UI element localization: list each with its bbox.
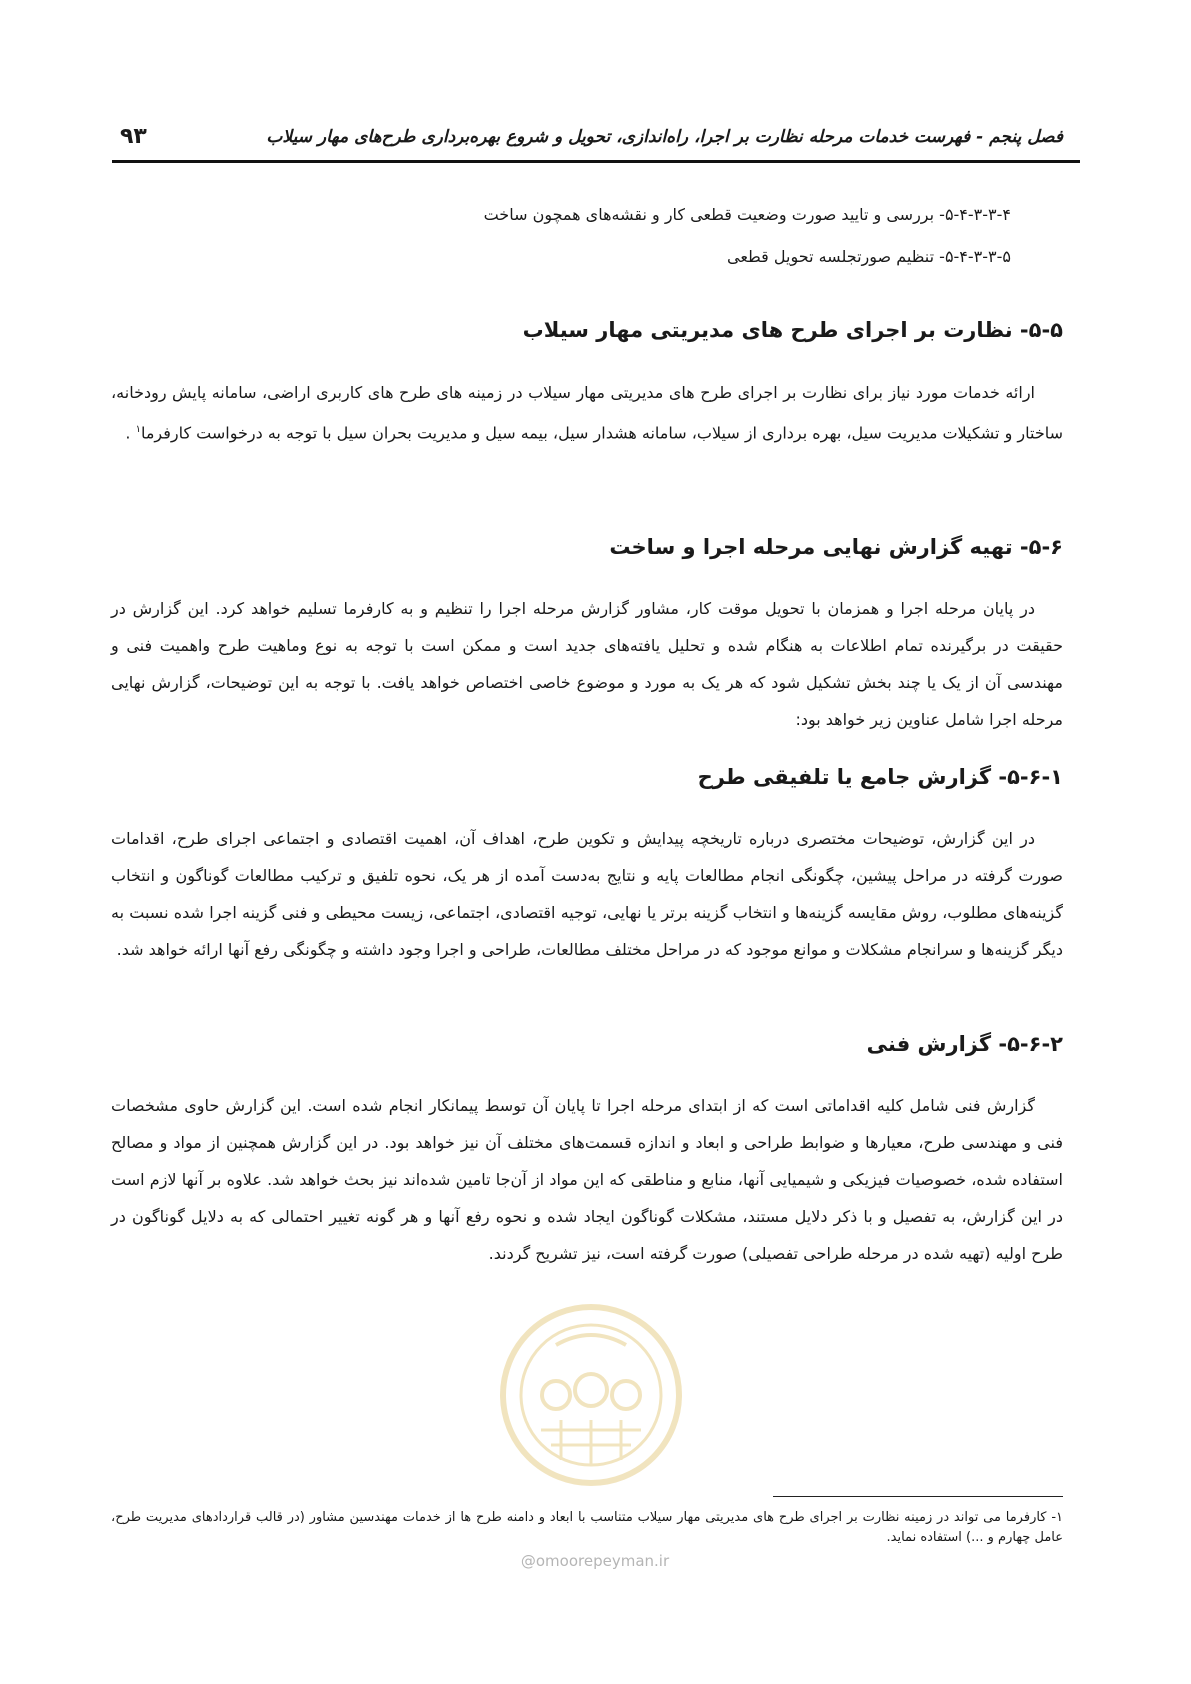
section-heading-5-6-2: ۵-۶-۲- گزارش فنی (866, 1032, 1063, 1056)
section-text-5-6-1: در این گزارش، توضیحات مختصری درباره تاریخچه پیدایش و تکوین طرح، اهداف آن، اهمیت اقتصادی و اجتماعی اجرای طرح، اقدامات صورت گرفته در مراحل پیشین، چگونگی انجام مطالعات پایه و نتایج به‌دست آمده از هر یک، نحوه تلفیق و ترکیب مطالعات گوناگون و انتخاب گزینه‌های مطلوب، روش مقایسه گزینه‌ها و انتخاب گزینه برتر یا نهایی، توجیه اقتصادی، اجتماعی، زیست محیطی و فنی گزینه اجرا شده نسبت به دیگر گزینه‌ها و سرانجام مشکلات و موانع موجود که در مراحل مختلف مطالعات، طراحی و اجرا وجود داشته و چگونگی رفع آنها ارائه خواهد شد. (111, 829, 1063, 959)
running-header-title: فصل پنجم - فهرست خدمات مرحله نظارت بر اجرا، راه‌اندازی، تحویل و شروع بهره‌برداری طرح‌های مهار سیلاب (266, 127, 1063, 147)
sub-item-5-4-3-3-5: ۵-۴-۳-۳-۵- تنظیم صورتجلسه تحویل قطعی (726, 247, 1011, 266)
section-text-5-5-body: ارائه خدمات مورد نیاز برای نظارت بر اجرای طرح های مدیریتی مهار سیلاب در زمینه های طرح های کاربری اراضی، سامانه پایش رودخانه، ساختار و تشکیلات مدیریت سیل، بهره برداری از سیلاب، سامانه هشدار سیل، بیمه سیل و مدیریت بحران سیل با توجه به درخواست کارفرما (111, 383, 1063, 443)
section-heading-5-5: ۵-۵- نظارت بر اجرای طرح های مدیریتی مهار سیلاب (522, 318, 1063, 342)
header-rule (112, 160, 1080, 163)
sub-item-5-4-3-3-4: ۵-۴-۳-۳-۴- بررسی و تایید صورت وضعیت قطعی کار و نقشه‌های همچون ساخت (483, 205, 1011, 224)
section-text-5-5 (111, 374, 1063, 451)
section-text-5-5-end: . (125, 423, 136, 443)
footnote-marker: ۱ (135, 424, 141, 435)
watermark-text: @omoorepeyman.ir (520, 1552, 670, 1570)
page-number: ۹۳ (120, 124, 147, 149)
footnote: ۱- کارفرما می تواند در زمینه نظارت بر اجرای طرح های مدیریتی مهار سیلاب متناسب با ابعاد و دامنه طرح ها از خدمات مهندسین مشاور (در قالب قراردادهای مدیریت طرح، عامل چهارم و ...) استفاده نماید. (111, 1510, 1063, 1545)
section-text-5-6: در پایان مرحله اجرا و همزمان با تحویل موقت کار، مشاور گزارش مرحله اجرا را تنظیم و به کارفرما تسلیم خواهد کرد. این گزارش در حقیقت در برگیرنده تمام اطلاعات به هنگام شده و تحلیل یافته‌های جدید است و ممکن است با توجه به نوع وماهیت طرح واهمیت فنی و مهندسی آن از یک یا چند بخش تشکیل شود که هر یک به مورد و موضوع خاصی اختصاص خواهد یافت. با توجه به این توضیحات، گزارش نهایی مرحله اجرا شامل عناوین زیر خواهد بود: (111, 599, 1063, 729)
footnote-rule (773, 1496, 1063, 1497)
section-text-5-6-2: گزارش فنی شامل کلیه اقداماتی است که از ابتدای مرحله اجرا تا پایان آن توسط پیمانکار انجام شده است. این گزارش حاوی مشخصات فنی و مهندسی طرح، معیارها و ضوابط طراحی و ابعاد و اندازه قسمت‌های مختلف آن نیز خواهد بود. در این گزارش همچنین از مواد و مصالح استفاده شده، خصوصیات فیزیکی و شیمیایی آنها، منابع و مناطقی که این مواد از آن‌جا تامین شده‌اند نیز بحث خواهد شد. علاوه بر آنها لازم است در این گزارش، به تفصیل و با ذکر دلایل مستند، مشکلات گوناگون ایجاد شده و نحوه رفع آنها و هر گونه تغییر احتمالی که به دلایل گوناگون در طرح اولیه (تهیه شده در مرحله طراحی تفصیلی) صورت گرفته است، نیز تشریح گردند. (111, 1096, 1063, 1263)
section-heading-5-6-1: ۵-۶-۱- گزارش جامع یا تلفیقی طرح (697, 765, 1063, 789)
seal-emblem-icon (496, 1300, 686, 1490)
section-heading-5-6: ۵-۶- تهیه گزارش نهایی مرحله اجرا و ساخت (609, 535, 1063, 559)
